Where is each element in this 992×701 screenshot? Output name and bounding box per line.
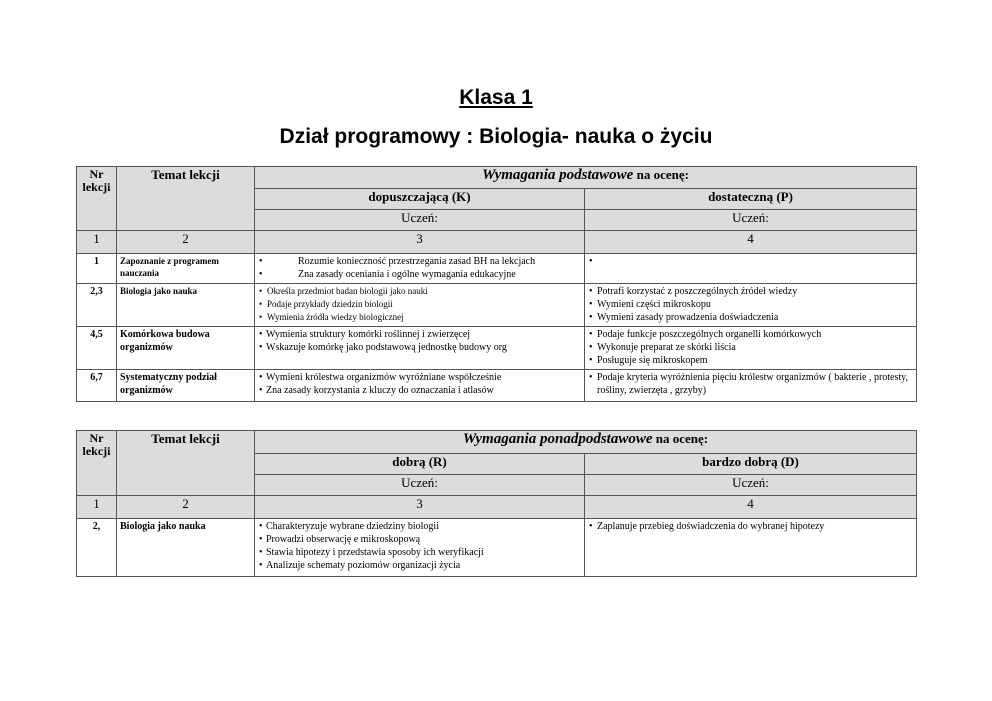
list-item: • Wymienia źródła wiedzy biologicznej [258, 311, 581, 324]
header-uczen: Uczeń: [255, 210, 585, 231]
requirements-k [255, 327, 585, 370]
page-subtitle: Dział programowy : Biologia- nauka o życiu [279, 125, 713, 148]
header-uczen: Uczeń: [585, 475, 917, 496]
requirements-table-basic [76, 166, 917, 402]
column-number: 1 [77, 496, 117, 519]
header-grade-k: dopuszczającą (K) [255, 189, 585, 210]
lesson-number: 4,5 [77, 327, 117, 370]
requirements-d [585, 519, 917, 577]
header-uczen: Uczeń: [255, 475, 585, 496]
list-item: • Wymieni części mikroskopu [588, 298, 913, 311]
wymagania-label: Wymagania ponadpodstawowe [462, 431, 653, 447]
lesson-number: 2,3 [77, 284, 117, 327]
list-item: • Wymienia struktury komórki roślinnej i zwierzęcej [258, 328, 581, 341]
header-nr-lekcji: Nr lekcji [77, 167, 117, 231]
header-temat-lekcji: Temat lekcji [117, 431, 255, 496]
wymagania-suffix: na ocenę: [652, 431, 709, 446]
header-nr-lekcji: Nr lekcji [77, 431, 117, 496]
requirements-p [585, 327, 917, 370]
list-item: • Posługuje się mikroskopem [588, 354, 913, 367]
list-item: • Analizuje schematy poziomów organizacji życia [258, 559, 581, 572]
wymagania-suffix: na ocenę: [633, 167, 689, 182]
table-row [77, 254, 917, 284]
list-item: • Wskazuje komórkę jako podstawową jednostkę budowy org [258, 341, 581, 354]
column-number: 1 [77, 231, 117, 254]
page-title: Klasa 1 [459, 86, 533, 109]
list-item: • Określa przedmiot badan biologii jako nauki [258, 285, 581, 298]
lesson-number: 6,7 [77, 370, 117, 402]
header-wymagania [255, 167, 917, 189]
column-number: 4 [585, 496, 917, 519]
header-grade-r: dobrą (R) [255, 454, 585, 475]
list-item: • Zna zasady korzystania z kluczy do oznaczania i atlasów [258, 384, 581, 397]
list-item: • Stawia hipotezy i przedstawia sposoby ich weryfikacji [258, 546, 581, 559]
requirements-p [585, 370, 917, 402]
header-grade-d: bardzo dobrą (D) [585, 454, 917, 475]
column-number: 3 [255, 231, 585, 254]
header-grade-p: dostateczną (P) [585, 189, 917, 210]
requirements-p [585, 254, 917, 284]
requirements-r [255, 519, 585, 577]
table-row [77, 327, 917, 370]
header-temat-lekcji: Temat lekcji [117, 167, 255, 231]
column-number: 3 [255, 496, 585, 519]
list-item: • Podaje przykłady dziedzin biologii [258, 298, 581, 311]
requirements-table-extended [76, 430, 917, 577]
list-item: • Charakteryzuje wybrane dziedziny biologii [258, 520, 581, 533]
table-row [77, 519, 917, 577]
lesson-number: 2, [77, 519, 117, 577]
list-item: • Podaje kryteria wyróżnienia pięciu królestw organizmów ( bakterie , protesty, rośliny, zwierzęta , grzyby) [588, 371, 913, 397]
requirements-k [255, 254, 585, 284]
table-row [77, 284, 917, 327]
header-wymagania [255, 431, 917, 454]
column-number: 4 [585, 231, 917, 254]
column-number: 2 [117, 231, 255, 254]
lesson-topic: Biologia jako nauka [117, 519, 255, 577]
list-item: • Prowadzi obserwację e mikroskopową [258, 533, 581, 546]
header-uczen: Uczeń: [585, 210, 917, 231]
requirements-p [585, 284, 917, 327]
list-item: • Wykonuje preparat ze skórki liścia [588, 341, 913, 354]
list-item: • Zaplanuje przebieg doświadczenia do wybranej hipotezy [588, 520, 913, 533]
column-number: 2 [117, 496, 255, 519]
lesson-topic: Systematyczny podział organizmów [117, 370, 255, 402]
list-item: • Wymieni królestwa organizmów wyróżniane współcześnie [258, 371, 581, 384]
list-item: • Wymieni zasady prowadzenia doświadczenia [588, 311, 913, 324]
list-item: • Zna zasady oceniania i ogólne wymagania edukacyjne [258, 268, 581, 281]
list-item: • Potrafi korzystać z poszczególnych źródeł wiedzy [588, 285, 913, 298]
wymagania-label: Wymagania podstawowe [482, 167, 634, 183]
lesson-topic: Biologia jako nauka [117, 284, 255, 327]
lesson-topic: Komórkowa budowa organizmów [117, 327, 255, 370]
requirements-k [255, 370, 585, 402]
list-item: • Rozumie konieczność przestrzegania zasad BH na lekcjach [258, 255, 581, 268]
lesson-number: 1 [77, 254, 117, 284]
table-row [77, 370, 917, 402]
lesson-topic: Zapoznanie z programem nauczania [117, 254, 255, 284]
requirements-k [255, 284, 585, 327]
list-item: • Podaje funkcje poszczególnych organelli komórkowych [588, 328, 913, 341]
